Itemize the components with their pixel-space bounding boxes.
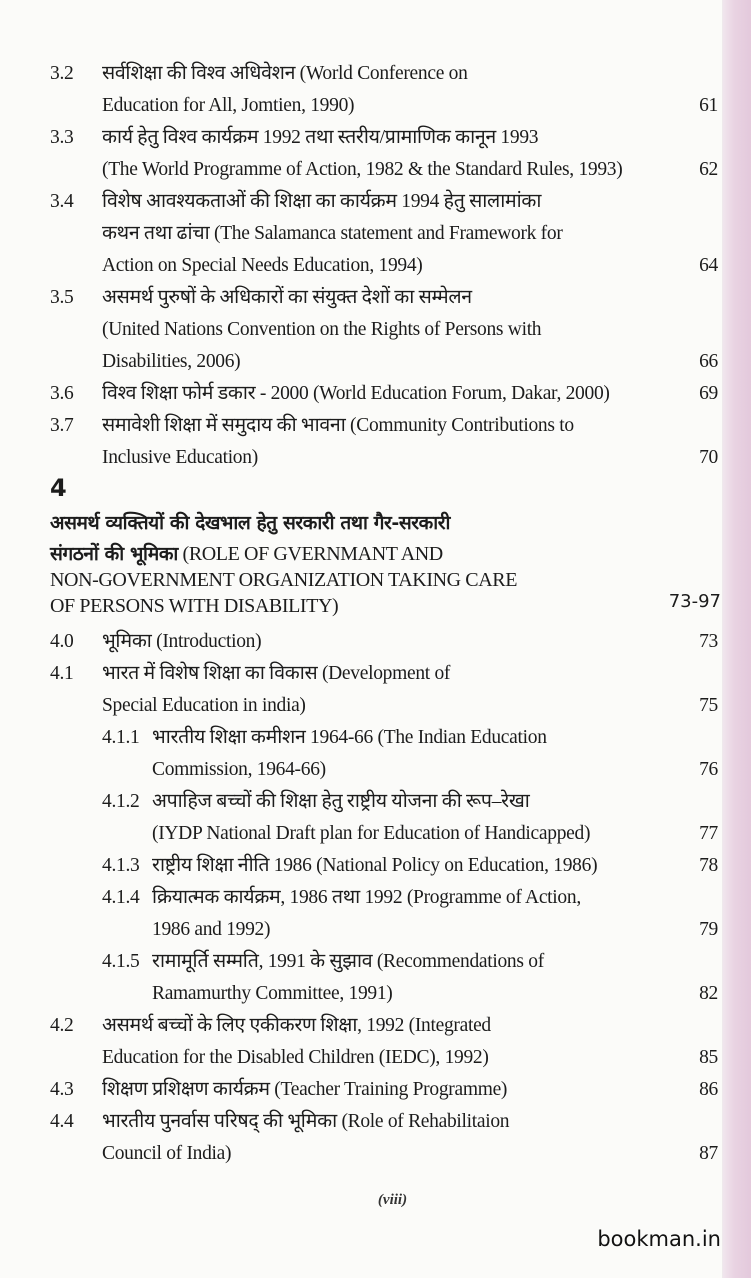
entry-page-number: 61 <box>699 95 718 116</box>
entry-number: 4.1.1 <box>102 727 140 748</box>
entry-title-line: असमर्थ पुरुषों के अधिकारों का संयुक्त देशों का सम्मेलन <box>102 287 472 308</box>
toc-entry[interactable] <box>0 186 751 282</box>
entry-number: 3.3 <box>50 127 74 148</box>
entry-number: 3.4 <box>50 191 74 212</box>
toc-entry[interactable] <box>0 378 751 410</box>
entry-title-line: असमर्थ बच्चों के लिए एकीकरण शिक्षा, 1992 (Integrated <box>102 1015 491 1036</box>
entry-number: 4.4 <box>50 1111 74 1132</box>
entry-page-number: 70 <box>699 447 718 468</box>
entry-number: 4.1.5 <box>102 951 140 972</box>
entry-number: 4.3 <box>50 1079 74 1100</box>
entry-title-line: भारतीय शिक्षा कमीशन 1964-66 (The Indian Education <box>152 727 547 748</box>
toc-entry[interactable] <box>0 282 751 378</box>
entry-page-number: 85 <box>699 1047 718 1068</box>
toc-entry[interactable] <box>0 658 751 722</box>
toc-entry[interactable] <box>0 786 751 850</box>
entry-title-line: विशेष आवश्यकताओं की शिक्षा का कार्यक्रम 1994 हेतु सालामांका <box>102 191 542 212</box>
entry-page-number: 79 <box>699 919 718 940</box>
page-folio <box>0 1192 751 1209</box>
chapter-title-hindi-2: संगठनों की भूमिका <box>50 543 178 565</box>
entry-number: 4.1.2 <box>102 791 140 812</box>
toc-entry[interactable] <box>0 58 751 122</box>
entry-page-number: 75 <box>699 695 718 716</box>
entry-page-number: 87 <box>699 1143 718 1164</box>
chapter-number: 4 <box>50 474 67 502</box>
entry-title-line: शिक्षण प्रशिक्षण कार्यक्रम (Teacher Training Programme) <box>102 1079 508 1100</box>
entry-page-number: 64 <box>699 255 718 276</box>
toc-entry[interactable] <box>0 410 751 474</box>
entry-page-number: 73 <box>699 631 718 652</box>
toc-entry[interactable] <box>0 946 751 1010</box>
chapter-title-line-1 <box>50 508 450 538</box>
entry-title-line: विश्व शिक्षा फोर्म डकार - 2000 (World Education Forum, Dakar, 2000) <box>102 383 610 404</box>
entry-page-number: 77 <box>699 823 718 844</box>
entry-title-line: भारतीय पुनर्वास परिषद् की भूमिका (Role of Rehabilitaion <box>102 1111 510 1132</box>
entry-title-line: (The World Programme of Action, 1982 & the Standard Rules, 1993) <box>102 159 623 180</box>
entry-number: 3.2 <box>50 63 74 84</box>
toc-entry[interactable] <box>0 850 751 882</box>
entry-title-line: Disabilities, 2006) <box>102 351 241 372</box>
entry-title-line: रामामूर्ति सम्मति, 1991 के सुझाव (Recommendations of <box>152 951 544 972</box>
entry-title-line: राष्ट्रीय शिक्षा नीति 1986 (National Policy on Education, 1986) <box>152 855 598 876</box>
entry-page-number: 82 <box>699 983 718 1004</box>
entry-number: 3.7 <box>50 415 74 436</box>
entry-title-line: 1986 and 1992) <box>152 919 271 940</box>
entry-title-line: अपाहिज बच्चों की शिक्षा हेतु राष्ट्रीय योजना की रूप–रेखा <box>152 791 530 812</box>
entry-number: 4.0 <box>50 631 74 652</box>
toc-entry[interactable] <box>0 1010 751 1074</box>
entry-title-line: Council of India) <box>102 1143 232 1164</box>
chapter-title-line-3: NON-GOVERNMENT ORGANIZATION TAKING CARE <box>50 569 518 591</box>
entry-title-line: कार्य हेतु विश्व कार्यक्रम 1992 तथा स्तरीय/प्रामाणिक कानून 1993 <box>102 127 539 148</box>
entry-page-number: 76 <box>699 759 718 780</box>
chapter-title-english-1: (ROLE OF GVERNMANT AND <box>177 543 443 565</box>
toc-entry[interactable] <box>0 626 751 658</box>
toc-entry[interactable] <box>0 122 751 186</box>
folio-text: (viii) <box>377 1192 408 1208</box>
toc-entry[interactable] <box>0 722 751 786</box>
entry-title-line: भारत में विशेष शिक्षा का विकास (Development of <box>102 663 451 684</box>
entry-title-line: Commission, 1964-66) <box>152 759 326 780</box>
entry-number: 3.5 <box>50 287 74 308</box>
entry-title-line: Education for the Disabled Children (IEDC), 1992) <box>102 1047 489 1068</box>
entry-number: 3.6 <box>50 383 74 404</box>
entry-title-line: समावेशी शिक्षा में समुदाय की भावना (Community Contributions to <box>102 415 574 436</box>
entry-title-line: Education for All, Jomtien, 1990) <box>102 95 355 116</box>
entry-page-number: 86 <box>699 1079 718 1100</box>
entry-title-line: कथन तथा ढांचा (The Salamanca statement and Framework for <box>102 223 563 244</box>
chapter-title-hindi-1: असमर्थ व्यक्तियों की देखभाल हेतु सरकारी तथा गैर-सरकारी <box>50 512 451 534</box>
chapter-page-range: 73-97 <box>668 591 721 612</box>
watermark: bookman.in <box>597 1227 721 1251</box>
entry-title-line: भूमिका (Introduction) <box>102 631 262 652</box>
entry-page-number: 78 <box>699 855 718 876</box>
entry-title-line: Action on Special Needs Education, 1994) <box>102 255 423 276</box>
entry-title-line: Special Education in india) <box>102 695 306 716</box>
toc-entry[interactable] <box>0 882 751 946</box>
entry-page-number: 66 <box>699 351 718 372</box>
chapter-title-line-4: OF PERSONS WITH DISABILITY) <box>50 595 339 617</box>
toc-entry[interactable] <box>0 1074 751 1106</box>
entry-title-line: Inclusive Education) <box>102 447 258 468</box>
entry-title-line: Ramamurthy Committee, 1991) <box>152 983 393 1004</box>
entry-title-line: (IYDP National Draft plan for Education of Handicapped) <box>152 823 591 844</box>
entry-page-number: 69 <box>699 383 718 404</box>
entry-title-line: (United Nations Convention on the Rights of Persons with <box>102 319 542 340</box>
toc-entry[interactable] <box>0 1106 751 1170</box>
entry-number: 4.1.3 <box>102 855 140 876</box>
entry-number: 4.2 <box>50 1015 74 1036</box>
entry-title-line: क्रियात्मक कार्यक्रम, 1986 तथा 1992 (Programme of Action, <box>152 887 581 908</box>
entry-number: 4.1.4 <box>102 887 140 908</box>
entry-title-line: सर्वशिक्षा की विश्व अधिवेशन (World Conference on <box>102 63 468 84</box>
entry-number: 4.1 <box>50 663 74 684</box>
entry-page-number: 62 <box>699 159 718 180</box>
